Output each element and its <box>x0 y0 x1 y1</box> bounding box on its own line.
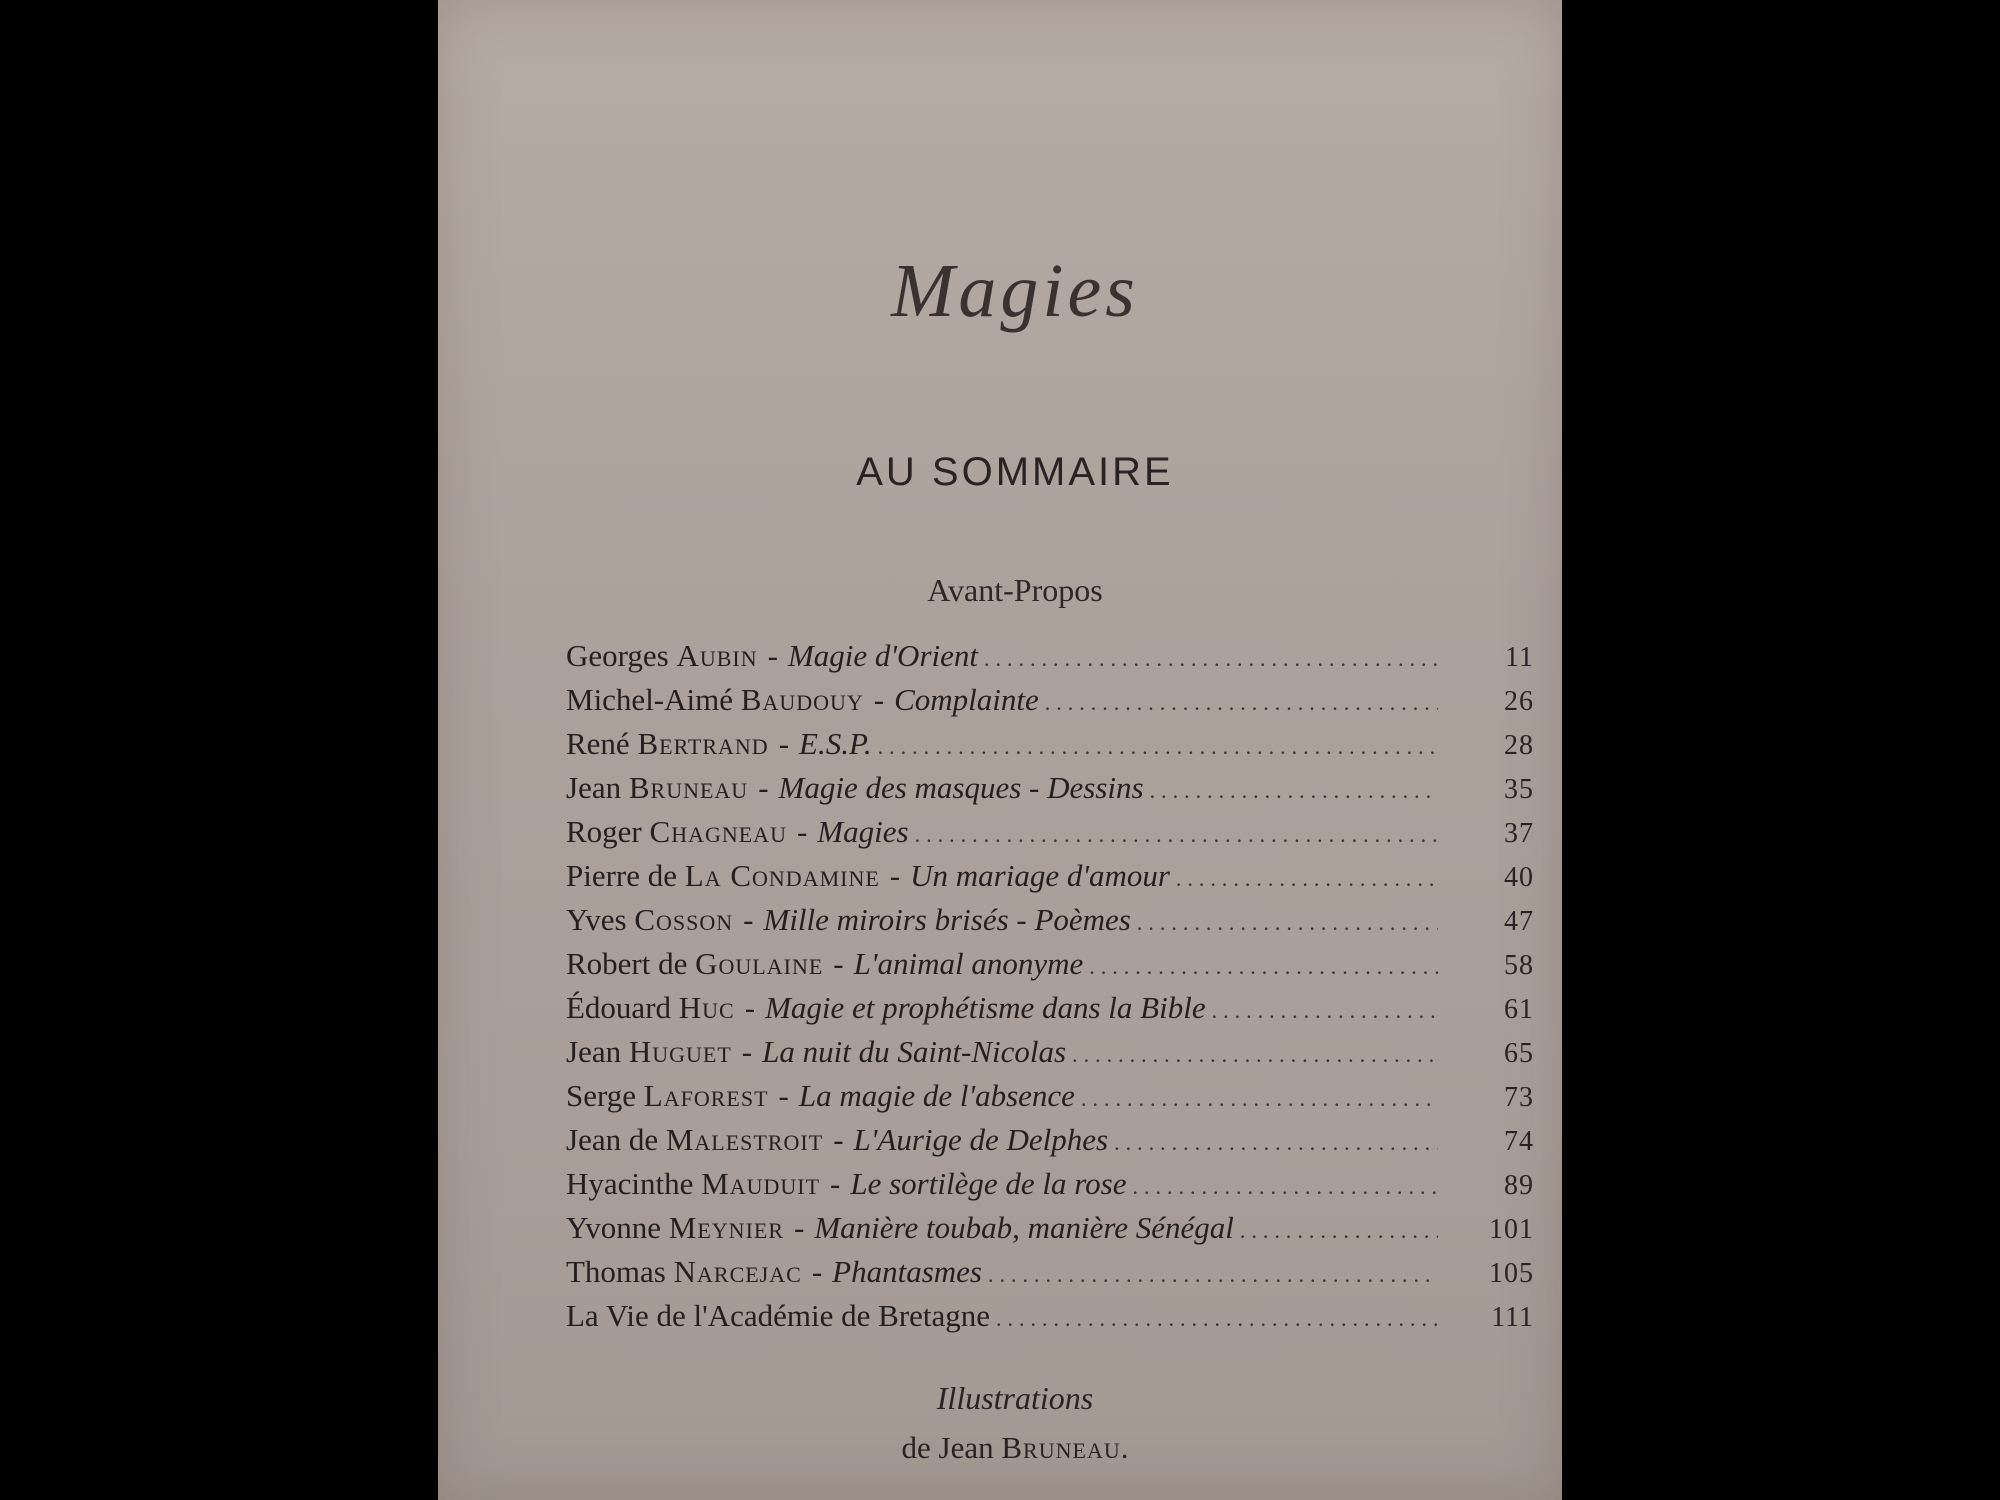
toc-author-first-name: Georges <box>566 638 669 673</box>
toc-dot-leader <box>1176 866 1438 892</box>
toc-row <box>566 770 1534 814</box>
toc-row <box>566 1254 1534 1298</box>
toc-separator: - <box>889 858 901 893</box>
toc-work-title: L'animal anonyme <box>853 946 1084 981</box>
toc-entry <box>566 1034 1438 1070</box>
toc-author <box>566 1078 769 1114</box>
toc-work-title: Magies <box>817 814 909 849</box>
toc-work-title: Complainte <box>894 682 1039 717</box>
toc-row <box>566 1122 1534 1166</box>
toc-author-first-name: Serge <box>566 1078 637 1113</box>
toc-author <box>566 770 748 806</box>
toc-author-first-name: La Vie de l'Académie de Bretagne <box>566 1298 991 1333</box>
toc-work-title: La magie de l'absence <box>798 1078 1075 1113</box>
toc-author-first-name: Robert de <box>566 946 688 981</box>
toc-author-first-name: Jean <box>566 1034 622 1069</box>
toc-page-number: 35 <box>1504 774 1534 805</box>
toc-author-first-name: Jean <box>566 770 622 805</box>
toc-separator: - <box>758 770 769 805</box>
toc-work-title: L'Aurige de Delphes <box>853 1122 1109 1157</box>
toc-author-surname: Cosson <box>634 902 734 937</box>
toc-author-surname: Narcejac <box>673 1254 802 1289</box>
toc-page-number: 37 <box>1504 818 1534 849</box>
toc-row <box>566 1210 1534 1254</box>
toc-separator: - <box>778 726 790 761</box>
toc-work-title: Phantasmes <box>832 1254 982 1289</box>
illustrations-credit <box>438 1430 1562 1466</box>
toc-row <box>566 902 1534 946</box>
page-title: Magies <box>891 249 1139 333</box>
toc-page-number: 73 <box>1504 1082 1534 1113</box>
toc-page-number: 74 <box>1504 1126 1534 1157</box>
toc-entry <box>566 946 1438 982</box>
toc-author-first-name: Michel-Aimé <box>566 682 734 717</box>
toc-work-title: La nuit du Saint-Nicolas <box>762 1034 1067 1069</box>
toc-author-first-name: Thomas <box>566 1254 666 1289</box>
toc-dot-leader <box>1114 1130 1438 1156</box>
toc-work-title: Magie des masques - Dessins <box>778 770 1144 805</box>
toc-author <box>566 902 733 938</box>
toc-separator: - <box>833 946 844 981</box>
toc-entry <box>566 770 1438 806</box>
toc-page-number: 40 <box>1504 862 1534 893</box>
illustrations-label: Illustrations <box>936 1380 1094 1416</box>
toc-entry <box>566 1166 1438 1202</box>
toc-page-number: 47 <box>1504 906 1534 937</box>
toc-page-number: 28 <box>1504 730 1534 761</box>
toc-entry <box>566 1122 1438 1158</box>
toc-page-number: 89 <box>1504 1170 1534 1201</box>
toc-author <box>566 682 864 718</box>
toc-entry <box>566 1210 1438 1246</box>
toc-work-title: Le sortilège de la rose <box>850 1166 1127 1201</box>
toc-page-number: 111 <box>1491 1302 1534 1333</box>
illustrations-credit-surname: Bruneau <box>1001 1430 1121 1465</box>
toc-author <box>566 1122 823 1158</box>
toc-entry <box>566 990 1438 1026</box>
toc-row <box>566 1034 1534 1078</box>
toc-author-first-name: Pierre de <box>566 858 678 893</box>
toc-row <box>566 858 1534 902</box>
toc-dot-leader <box>1132 1174 1438 1200</box>
toc-separator: - <box>778 1078 789 1113</box>
toc-author <box>566 1254 802 1290</box>
toc-separator: - <box>811 1254 823 1289</box>
toc-work-title: E.S.P. <box>799 726 872 761</box>
toc-row <box>566 1298 1534 1342</box>
toc-author-surname: Baudouy <box>740 682 864 717</box>
toc-dot-leader <box>988 1262 1438 1288</box>
toc-author-first-name: René <box>566 726 630 761</box>
toc-dot-leader <box>1081 1086 1438 1112</box>
toc-entry <box>566 858 1438 894</box>
toc-author-first-name: Jean de <box>566 1122 659 1157</box>
toc-entry <box>566 726 1438 762</box>
toc-entry <box>566 1254 1438 1290</box>
summary-heading: AU SOMMAIRE <box>856 450 1174 494</box>
toc-author-first-name: Yvonne <box>566 1210 662 1245</box>
toc-author <box>566 1298 990 1334</box>
toc-author-surname: La Condamine <box>684 858 880 893</box>
toc-author-first-name: Roger <box>566 814 642 849</box>
toc-author <box>566 726 769 762</box>
toc-author-surname: Aubin <box>676 638 758 673</box>
toc-author <box>566 1034 732 1070</box>
toc-page-number: 11 <box>1505 642 1534 673</box>
toc-entry <box>566 682 1438 718</box>
toc-author-first-name: Édouard <box>566 990 672 1025</box>
illustrations-credit-suffix: . <box>1120 1430 1129 1465</box>
toc-row <box>566 1078 1534 1122</box>
toc-row <box>566 814 1534 858</box>
toc-separator: - <box>744 990 756 1025</box>
toc-author-surname: Goulaine <box>695 946 824 981</box>
toc-author <box>566 946 823 982</box>
toc-row <box>566 990 1534 1034</box>
toc-dot-leader <box>1240 1218 1438 1244</box>
toc-author-surname: Meynier <box>668 1210 785 1245</box>
toc-dot-leader <box>1089 954 1438 980</box>
toc-author-first-name: Yves <box>566 902 627 937</box>
toc-author <box>566 990 735 1026</box>
toc-separator: - <box>743 902 754 937</box>
toc-separator: - <box>796 814 808 849</box>
toc-author <box>566 1166 820 1202</box>
toc-page-number: 105 <box>1489 1258 1534 1289</box>
toc-dot-leader <box>1212 998 1438 1024</box>
toc-work-title: Magie et prophétisme dans la Bible <box>765 990 1206 1025</box>
toc-dot-leader <box>915 822 1438 848</box>
toc-author <box>566 638 758 674</box>
toc-author-surname: Bruneau <box>628 770 749 805</box>
table-of-contents <box>566 638 1534 1342</box>
toc-row <box>566 682 1534 726</box>
toc-work-title: Manière toubab, manière Sénégal <box>814 1210 1234 1245</box>
toc-entry <box>566 1078 1438 1114</box>
toc-page-number: 61 <box>1504 994 1534 1025</box>
toc-work-title: Magie d'Orient <box>787 638 978 673</box>
toc-separator: - <box>741 1034 753 1069</box>
toc-dot-leader <box>1137 910 1438 936</box>
toc-page-number: 26 <box>1504 686 1534 717</box>
toc-author-surname: Mauduit <box>701 1166 821 1201</box>
toc-page-number: 65 <box>1504 1038 1534 1069</box>
toc-dot-leader <box>1072 1042 1438 1068</box>
toc-page-number: 58 <box>1504 950 1534 981</box>
toc-author-surname: Bertrand <box>637 726 769 761</box>
toc-entry <box>566 638 1438 674</box>
toc-author <box>566 1210 784 1246</box>
toc-separator: - <box>830 1166 841 1201</box>
book-page <box>438 0 1562 1500</box>
toc-author-surname: Chagneau <box>649 814 787 849</box>
toc-page-number: 101 <box>1489 1214 1534 1245</box>
toc-row <box>566 946 1534 990</box>
toc-dot-leader <box>996 1306 1438 1332</box>
toc-row <box>566 726 1534 770</box>
toc-work-title: Mille miroirs brisés - Poèmes <box>763 902 1131 937</box>
toc-entry <box>566 814 1438 850</box>
toc-separator: - <box>833 1122 844 1157</box>
illustrations-credit-prefix: de Jean <box>901 1430 994 1465</box>
toc-dot-leader <box>878 734 1438 760</box>
toc-dot-leader <box>1045 690 1438 716</box>
toc-entry <box>566 902 1438 938</box>
toc-author <box>566 858 880 894</box>
toc-author-surname: Laforest <box>643 1078 769 1113</box>
toc-entry <box>566 1298 1438 1334</box>
toc-dot-leader <box>984 646 1438 672</box>
avant-propos-entry: Avant-Propos <box>927 572 1103 608</box>
toc-author <box>566 814 787 850</box>
toc-dot-leader <box>1150 778 1438 804</box>
toc-separator: - <box>873 682 885 717</box>
toc-row <box>566 1166 1534 1210</box>
toc-author-surname: Huc <box>678 990 735 1025</box>
toc-row <box>566 638 1534 682</box>
toc-author-surname: Huguet <box>628 1034 732 1069</box>
toc-separator: - <box>794 1210 805 1245</box>
toc-author-first-name: Hyacinthe <box>566 1166 694 1201</box>
toc-author-surname: Malestroit <box>665 1122 824 1157</box>
toc-work-title: Un mariage d'amour <box>910 858 1170 893</box>
toc-separator: - <box>767 638 778 673</box>
